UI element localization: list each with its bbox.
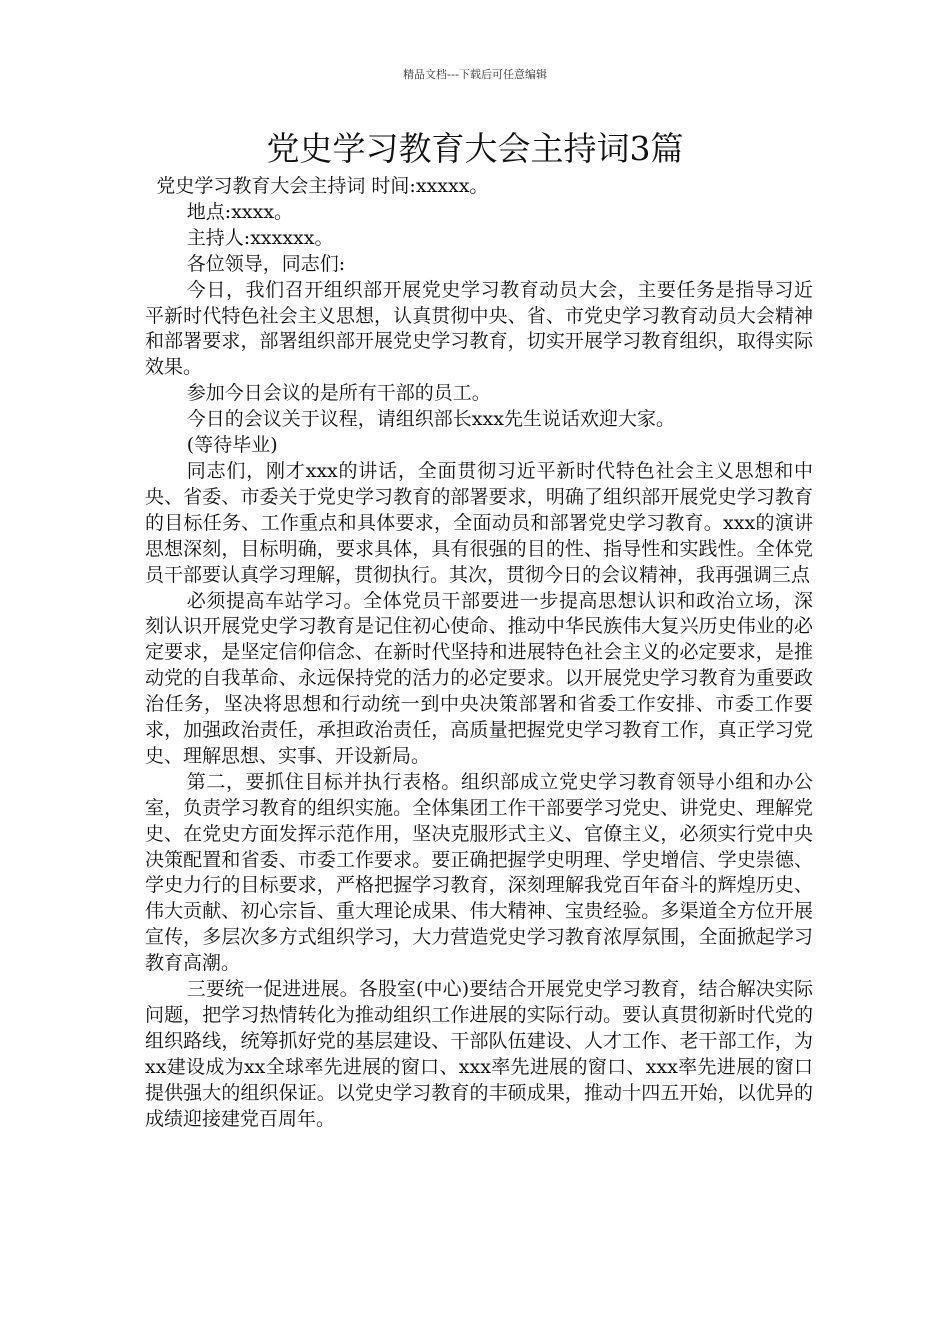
- document-title: 党史学习教育大会主持词3篇: [266, 129, 684, 168]
- paragraph-waiting: (等待毕业): [186, 434, 278, 457]
- intro-line: 党史学习教育大会主持词 时间:xxxxx。: [156, 175, 489, 197]
- paragraph-point-two: 第二，要抓住目标并执行表格。组织部成立党史学习教育领导小组和办公室，负责学习教育的组织实施。全体集团工作干部要学习党史、讲党史、理解党史、在党史方面发挥示范作用，坚决克服形式主义、官僚主义，必须实行党中央决策配置和省委、市委工作要求。要正确把握学史明理、学史增信、学史崇德、学史力行的目标要求，严格把握学习教育，深刻理解我党百年奋斗的辉煌历史、伟大贡献、初心宗旨、重大理论成果、伟大精神、宝贵经验。多渠道全方位开展宣传，多层次多方式组织学习，大力营造党史学习教育浓厚氛围，全面掀起学习教育高潮。: [145, 770, 813, 975]
- paragraph-point-three: 三要统一促进进展。各股室(中心)要结合开展党史学习教育，结合解决实际问题，把学习热情转化为推动组织工作进展的实际行动。要认真贯彻新时代党的组织路线，统筹抓好党的基层建设、干部队伍建设、人才工作、老干部工作，为xx建设成为xx全球率先进展的窗口、xxx率先进展的窗口、xxx率先进展的窗口提供强大的组织保证。以党史学习教育的丰硕成果，推动十四五开始，以优异的成绩迎接建党百周年。: [145, 978, 813, 1130]
- page-header-note: 精品文档---下载后可任意编辑: [403, 68, 547, 81]
- document-body: [145, 174, 813, 1133]
- host-line: 主持人:xxxxxx。: [186, 226, 334, 249]
- location-line: 地点:xxxx。: [186, 200, 294, 223]
- paragraph-attendees: 参加今日会议的是所有干部的员工。: [186, 382, 491, 405]
- paragraph-agenda: 今日的会议关于议程，请组织部长xxx先生说话欢迎大家。: [186, 408, 675, 431]
- paragraph-point-one: 必须提高车站学习。全体党员干部要进一步提高思想认识和政治立场，深刻认识开展党史学习教育是记住初心使命、推动中华民族伟大复兴历史伟业的必定要求，是坚定信仰信念、在新时代坚持和进展特色社会主义的必定要求，是推动党的自我革命、永远保持党的活力的必定要求。以开展党史学习教育为重要政治任务，坚决将思想和行动统一到中央决策部署和省委工作安排、市委工作要求，加强政治责任，承担政治责任，高质量把握党史学习教育工作，真正学习党史、理解思想、实事、开设新局。: [145, 589, 813, 767]
- paragraph-summary: 同志们，刚才xxx的讲话，全面贯彻习近平新时代特色社会主义思想和中央、省委、市委关于党史学习教育的部署要求，明确了组织部开展党史学习教育的目标任务、工作重点和具体要求，全面动员和部署党史学习教育。xxx的演讲思想深刻，目标明确，要求具体，具有很强的目的性、指导性和实践性。全体党员干部要认真学习理解，贯彻执行。其次，贯彻今日的会议精神，我再强调三点: [145, 459, 813, 586]
- salutation-line: 各位领导，同志们:: [186, 252, 346, 275]
- paragraph-opening: 今日，我们召开组织部开展党史学习教育动员大会，主要任务是指导习近平新时代特色社会主义思想，认真贯彻中央、省、市党史学习教育动员大会精神和部署要求，部署组织部开展党史学习教育，切实开展学习教育组织，取得实际效果。: [145, 278, 813, 379]
